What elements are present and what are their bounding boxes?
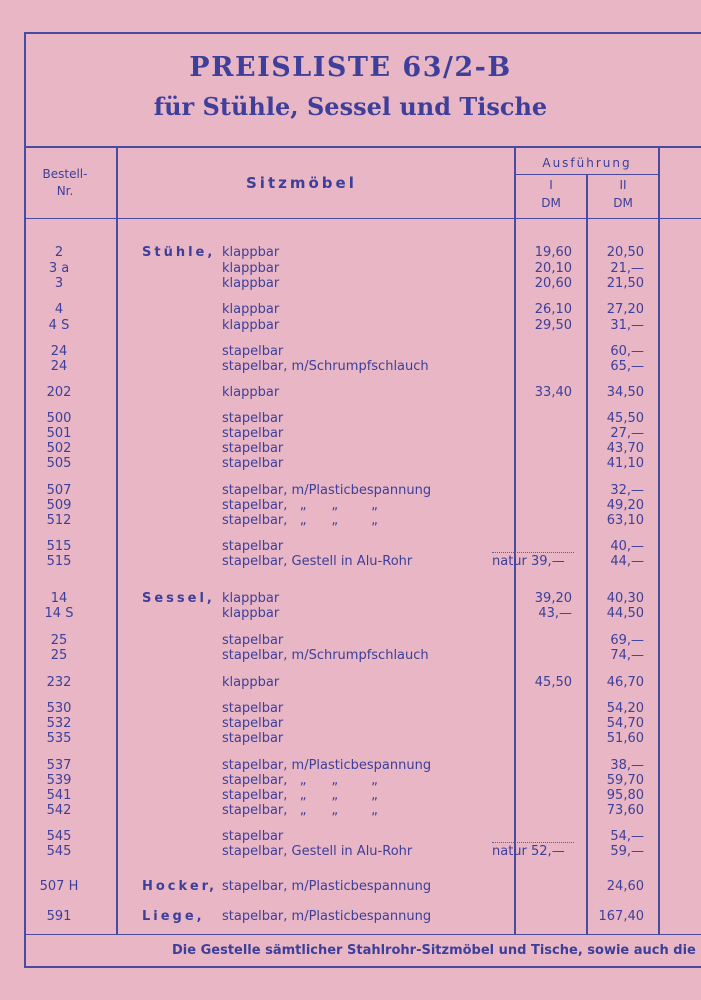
order-number: 4 (54, 302, 64, 317)
item-description: stapelbar, „ „ „ (222, 803, 378, 818)
table-row (0, 909, 701, 924)
frame-top (24, 32, 701, 34)
table-row (0, 318, 701, 333)
dotted-divider (492, 842, 574, 843)
item-description: klappbar (222, 675, 280, 690)
table-row (0, 302, 701, 317)
order-number: 232 (46, 675, 72, 690)
price-version-2: 40,— (610, 539, 644, 554)
order-number: 2 (54, 245, 64, 260)
price-version-1: 20,60 (534, 276, 572, 291)
item-description: klappbar (222, 245, 280, 260)
table-row (0, 716, 701, 731)
order-number: 24 (50, 359, 68, 374)
category-label: Liege, (142, 909, 205, 924)
price-version-1: 39,20 (534, 591, 572, 606)
title-divider (24, 146, 701, 148)
price-version-2: 54,20 (606, 701, 644, 716)
item-description: stapelbar (222, 731, 284, 746)
table-row (0, 648, 701, 663)
item-description: stapelbar, m/Plasticbespannung (222, 758, 432, 773)
header-col2: II (619, 178, 627, 192)
item-description: stapelbar, „ „ „ (222, 788, 378, 803)
price-version-2: 54,70 (606, 716, 644, 731)
table-row (0, 441, 701, 456)
table-row (0, 788, 701, 803)
header-category: Sitzmöbel (246, 174, 357, 192)
table-row (0, 344, 701, 359)
item-description: stapelbar (222, 701, 284, 716)
order-number: 537 (46, 758, 72, 773)
order-number: 500 (46, 411, 72, 426)
price-version-2: 60,— (610, 344, 644, 359)
category-label: Stühle, (142, 245, 216, 260)
header-version: Ausführung (542, 156, 632, 170)
item-description: stapelbar (222, 539, 284, 554)
price-version-2: 59,— (610, 844, 644, 859)
table-row (0, 633, 701, 648)
price-version-1: 20,10 (534, 261, 572, 276)
item-description: stapelbar, m/Schrumpfschlauch (222, 359, 429, 374)
item-description: stapelbar (222, 716, 284, 731)
order-number: 502 (46, 441, 72, 456)
table-row (0, 411, 701, 426)
order-number: 515 (46, 554, 72, 569)
price-version-2: 40,30 (606, 591, 644, 606)
page-subtitle: für Stühle, Sessel und Tische (153, 92, 548, 121)
order-number: 202 (46, 385, 72, 400)
order-number: 539 (46, 773, 72, 788)
price-version-2: 32,— (610, 483, 644, 498)
order-number: 501 (46, 426, 72, 441)
price-version-1: 29,50 (534, 318, 572, 333)
table-row (0, 879, 701, 894)
item-description: stapelbar, m/Plasticbespannung (222, 879, 432, 894)
price-version-1: 33,40 (534, 385, 572, 400)
order-number: 3 a (48, 261, 70, 276)
price-version-2: 54,— (610, 829, 644, 844)
order-number: 515 (46, 539, 72, 554)
item-description: stapelbar (222, 344, 284, 359)
table-row (0, 513, 701, 528)
order-number: 512 (46, 513, 72, 528)
price-version-2: 95,80 (606, 788, 644, 803)
item-description: stapelbar, „ „ „ (222, 773, 378, 788)
table-row (0, 803, 701, 818)
table-row (0, 844, 701, 859)
price-version-2: 27,— (610, 426, 644, 441)
order-number: 3 (54, 276, 64, 291)
table-row (0, 456, 701, 471)
price-version-2: 43,70 (606, 441, 644, 456)
item-description: klappbar (222, 606, 280, 621)
order-number: 24 (50, 344, 68, 359)
table-row (0, 731, 701, 746)
order-number: 535 (46, 731, 72, 746)
price-version-2: 69,— (610, 633, 644, 648)
item-description: stapelbar, Gestell in Alu-Rohr (222, 554, 413, 569)
ausfuehrung-underline (516, 174, 658, 175)
price-version-2: 38,— (610, 758, 644, 773)
table-row (0, 261, 701, 276)
item-description: stapelbar (222, 829, 284, 844)
order-number: 532 (46, 716, 72, 731)
order-number: 530 (46, 701, 72, 716)
item-description: stapelbar, „ „ „ (222, 498, 378, 513)
table-row (0, 483, 701, 498)
natur-price: natur 39,— (492, 554, 565, 569)
table-row (0, 359, 701, 374)
table-row (0, 498, 701, 513)
price-version-1: 19,60 (534, 245, 572, 260)
table-row (0, 245, 701, 260)
order-number: 591 (46, 909, 72, 924)
item-description: klappbar (222, 385, 280, 400)
table-row (0, 276, 701, 291)
price-version-2: 167,40 (598, 909, 644, 924)
item-description: stapelbar (222, 426, 284, 441)
price-version-2: 27,20 (606, 302, 644, 317)
price-version-2: 65,— (610, 359, 644, 374)
item-description: stapelbar, m/Plasticbespannung (222, 909, 432, 924)
price-version-1: 26,10 (534, 302, 572, 317)
order-number: 509 (46, 498, 72, 513)
price-version-2: 24,60 (606, 879, 644, 894)
table-row (0, 758, 701, 773)
price-version-2: 21,50 (606, 276, 644, 291)
order-number: 541 (46, 788, 72, 803)
footer-divider (24, 934, 701, 935)
table-row (0, 829, 701, 844)
item-description: stapelbar, „ „ „ (222, 513, 378, 528)
page-title: PREISLISTE 63/2-B (189, 52, 512, 83)
category-label: Sessel, (142, 591, 215, 606)
item-description: stapelbar (222, 441, 284, 456)
price-version-2: 59,70 (606, 773, 644, 788)
header-order-no: Bestell- Nr. (42, 167, 88, 198)
table-row (0, 701, 701, 716)
price-version-2: 74,— (610, 648, 644, 663)
table-row (0, 591, 701, 606)
header-divider (24, 218, 701, 219)
order-number: 507 H (39, 879, 79, 894)
order-number: 25 (50, 633, 68, 648)
natur-price: natur 52,— (492, 844, 565, 859)
category-label: Hocker, (142, 879, 218, 894)
order-number: 25 (50, 648, 68, 663)
table-row (0, 539, 701, 554)
item-description: klappbar (222, 261, 280, 276)
price-version-2: 41,10 (606, 456, 644, 471)
price-version-2: 21,— (610, 261, 644, 276)
order-number: 542 (46, 803, 72, 818)
table-row (0, 426, 701, 441)
order-number: 505 (46, 456, 72, 471)
item-description: stapelbar, m/Schrumpfschlauch (222, 648, 429, 663)
item-description: stapelbar, m/Plasticbespannung (222, 483, 432, 498)
table-row (0, 773, 701, 788)
price-version-2: 49,20 (606, 498, 644, 513)
item-description: stapelbar (222, 411, 284, 426)
order-number: 14 S (44, 606, 74, 621)
order-number: 545 (46, 829, 72, 844)
price-version-2: 34,50 (606, 385, 644, 400)
order-number: 507 (46, 483, 72, 498)
table-row (0, 675, 701, 690)
price-version-2: 31,— (610, 318, 644, 333)
item-description: stapelbar, Gestell in Alu-Rohr (222, 844, 413, 859)
dotted-divider (492, 552, 574, 553)
header-unit2: DM (613, 196, 633, 210)
price-version-1: 43,— (538, 606, 572, 621)
price-version-2: 46,70 (606, 675, 644, 690)
table-row (0, 385, 701, 400)
price-version-2: 44,50 (606, 606, 644, 621)
item-description: stapelbar (222, 633, 284, 648)
table-row (0, 554, 701, 569)
item-description: klappbar (222, 318, 280, 333)
price-version-2: 44,— (610, 554, 644, 569)
price-version-1: 45,50 (534, 675, 572, 690)
order-number: 14 (50, 591, 68, 606)
order-number: 545 (46, 844, 72, 859)
item-description: stapelbar (222, 456, 284, 471)
price-version-2: 45,50 (606, 411, 644, 426)
price-version-2: 20,50 (606, 245, 644, 260)
price-version-2: 73,60 (606, 803, 644, 818)
item-description: klappbar (222, 302, 280, 317)
header-col1: I (549, 178, 553, 192)
footer-note: Die Gestelle sämtlicher Stahlrohr-Sitzmöbel und Tische, sowie auch die (172, 943, 696, 958)
table-row (0, 606, 701, 621)
item-description: klappbar (222, 276, 280, 291)
price-version-2: 51,60 (606, 731, 644, 746)
order-number: 4 S (48, 318, 70, 333)
header-unit1: DM (541, 196, 561, 210)
frame-bottom (24, 966, 701, 968)
item-description: klappbar (222, 591, 280, 606)
price-version-2: 63,10 (606, 513, 644, 528)
